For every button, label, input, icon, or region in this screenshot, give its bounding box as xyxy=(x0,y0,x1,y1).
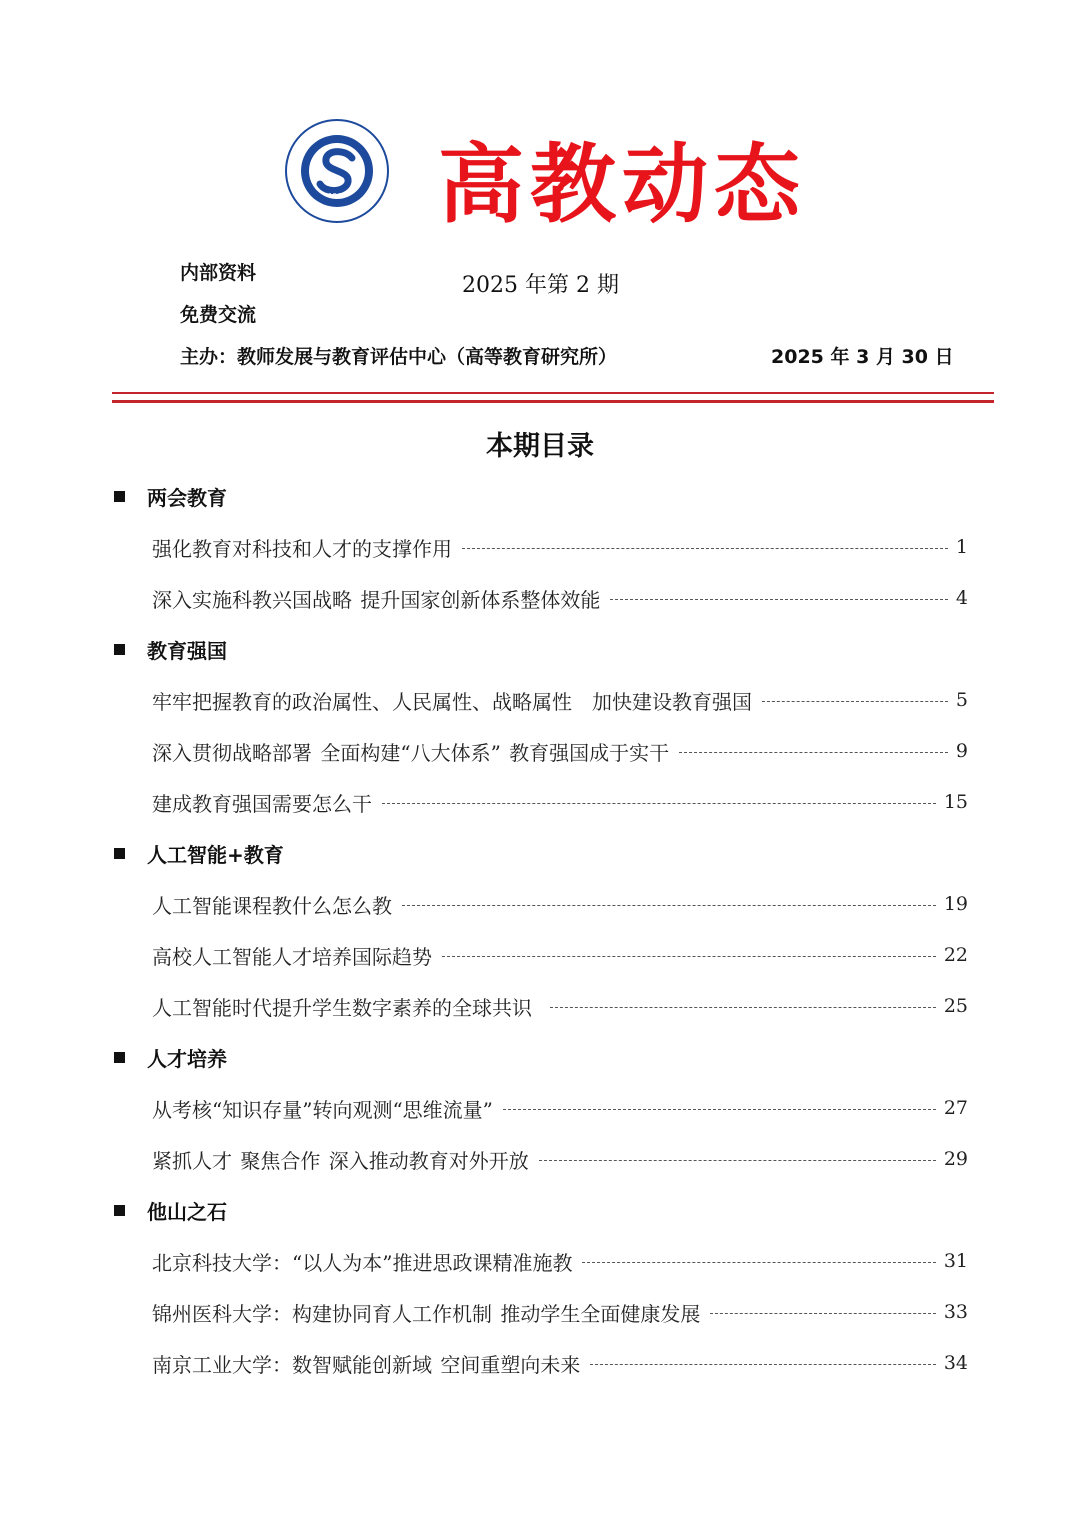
entry-title: 高校人工智能人才培养国际趋势 xyxy=(152,944,432,969)
leader-dashes xyxy=(762,701,948,702)
leader-dashes xyxy=(539,1160,936,1161)
free-label: 免费交流 xyxy=(180,304,257,326)
toc-entry[interactable] xyxy=(152,888,968,920)
toc-section xyxy=(114,1042,227,1072)
leader-dashes xyxy=(402,905,936,906)
toc-entry[interactable] xyxy=(152,531,968,563)
leader-dashes xyxy=(679,752,948,753)
header-rule-top xyxy=(112,392,994,394)
entry-title: 建成教育强国需要怎么干 xyxy=(152,791,372,816)
entry-title: 深入贯彻战略部署 全面构建“八大体系” 教育强国成于实干 xyxy=(152,740,670,765)
entry-title: 紧抓人才 聚焦合作 深入推动教育对外开放 xyxy=(152,1148,529,1173)
section-title: 两会教育 xyxy=(147,485,227,510)
entry-title: 深入实施科教兴国战略 提升国家创新体系整体效能 xyxy=(152,587,601,612)
entry-page: 27 xyxy=(943,1097,968,1119)
entry-title: 南京工业大学：数智赋能创新域 空间重塑向未来 xyxy=(152,1352,581,1377)
square-bullet-icon xyxy=(114,491,125,502)
toc-entry[interactable] xyxy=(152,939,968,971)
entry-page: 4 xyxy=(955,587,968,609)
square-bullet-icon xyxy=(114,644,125,655)
toc-entry[interactable] xyxy=(152,735,968,767)
entry-page: 19 xyxy=(943,893,968,915)
leader-dashes xyxy=(442,956,936,957)
issue-number: 2025 年第 2 期 xyxy=(462,273,619,298)
toc-entry[interactable] xyxy=(152,786,968,818)
entry-title: 牢牢把握教育的政治属性、人民属性、战略属性 加快建设教育强国 xyxy=(152,689,752,714)
section-title: 人才培养 xyxy=(147,1046,227,1071)
leader-dashes xyxy=(710,1313,935,1314)
university-logo xyxy=(284,118,390,224)
toc-entry[interactable] xyxy=(152,990,968,1022)
leader-dashes xyxy=(462,548,948,549)
leader-dashes xyxy=(582,1262,935,1263)
toc-entry[interactable] xyxy=(152,1245,968,1277)
toc-entry[interactable] xyxy=(152,1143,968,1175)
toc-heading: 本期目录 xyxy=(486,431,594,462)
leader-dashes xyxy=(550,1007,936,1008)
entry-page: 9 xyxy=(955,740,968,762)
toc-entry[interactable] xyxy=(152,1347,968,1379)
entry-title: 人工智能时代提升学生数字素养的全球共识 xyxy=(152,995,532,1020)
entry-page: 31 xyxy=(943,1250,968,1272)
leader-dashes xyxy=(590,1364,935,1365)
entry-page: 5 xyxy=(955,689,968,711)
entry-title: 强化教育对科技和人才的支撑作用 xyxy=(152,536,452,561)
sponsor-line: 主办：教师发展与教育评估中心（高等教育研究所） xyxy=(180,346,618,368)
section-title: 他山之石 xyxy=(147,1199,227,1224)
entry-title: 北京科技大学：“以人为本”推进思政课精准施教 xyxy=(152,1250,573,1275)
toc-entry[interactable] xyxy=(152,1092,968,1124)
square-bullet-icon xyxy=(114,1205,125,1216)
logo-year: 1949 xyxy=(328,192,346,200)
toc-section xyxy=(114,838,284,868)
entry-page: 22 xyxy=(943,944,968,966)
internal-label: 内部资料 xyxy=(180,262,257,284)
toc-section xyxy=(114,634,227,664)
header-rule-bottom xyxy=(112,400,994,403)
entry-page: 25 xyxy=(943,995,968,1017)
section-title: 人工智能+教育 xyxy=(147,842,284,867)
masthead-title: 高教动态 xyxy=(438,134,806,235)
square-bullet-icon xyxy=(114,848,125,859)
entry-title: 锦州医科大学：构建协同育人工作机制 推动学生全面健康发展 xyxy=(152,1301,701,1326)
entry-page: 1 xyxy=(955,536,968,558)
entry-page: 34 xyxy=(943,1352,968,1374)
toc-section xyxy=(114,1195,227,1225)
leader-dashes xyxy=(503,1109,936,1110)
toc-section xyxy=(114,481,227,511)
toc-entry[interactable] xyxy=(152,1296,968,1328)
entry-page: 33 xyxy=(943,1301,968,1323)
section-title: 教育强国 xyxy=(147,638,227,663)
entry-title: 人工智能课程教什么怎么教 xyxy=(152,893,392,918)
toc-entry[interactable] xyxy=(152,684,968,716)
square-bullet-icon xyxy=(114,1052,125,1063)
entry-page: 15 xyxy=(943,791,968,813)
toc-entry[interactable] xyxy=(152,582,968,614)
entry-page: 29 xyxy=(943,1148,968,1170)
leader-dashes xyxy=(610,599,948,600)
entry-title: 从考核“知识存量”转向观测“思维流量” xyxy=(152,1097,493,1122)
leader-dashes xyxy=(382,803,936,804)
publish-date: 2025 年 3 月 30 日 xyxy=(771,346,954,368)
